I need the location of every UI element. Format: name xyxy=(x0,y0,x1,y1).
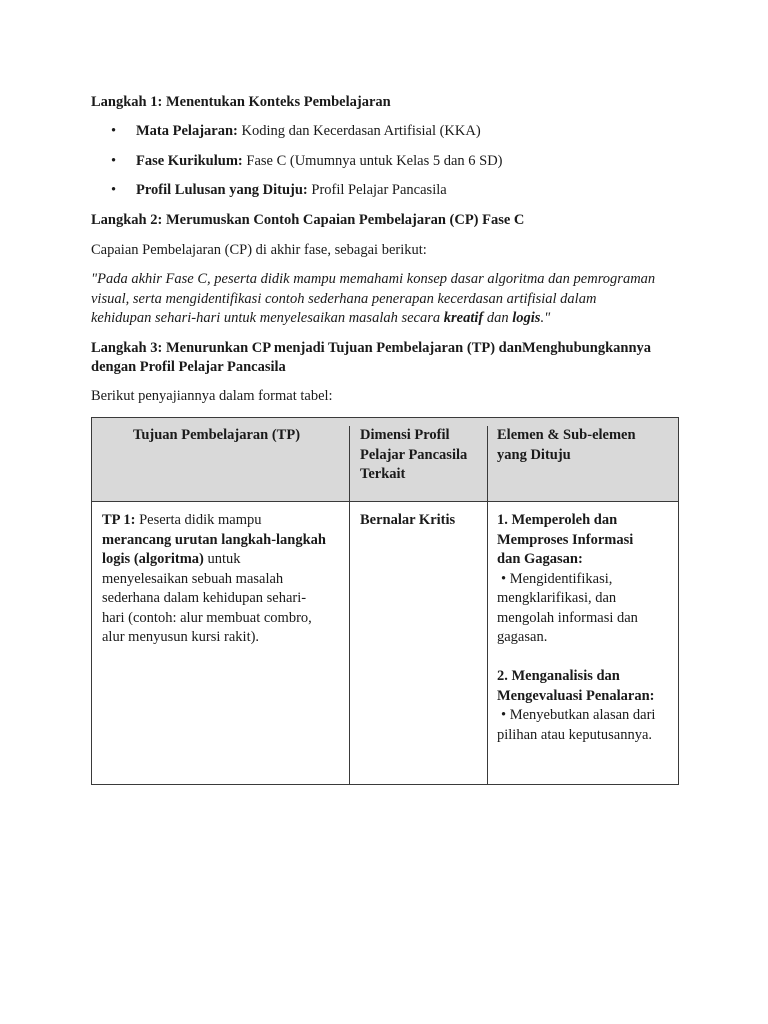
step3-heading-line1: Langkah 3: Menurunkan CP menjadi Tujuan Pembelajaran (TP) danMenghubungkannya xyxy=(91,340,652,356)
header-elements: Elemen & Sub-elemen yang Dituju xyxy=(497,427,636,463)
column-divider xyxy=(487,426,488,784)
cp-quote xyxy=(91,270,683,329)
bullet-dot-icon: • xyxy=(111,182,117,198)
step1-heading: Langkah 1: Menentukan Konteks Pembelajaran xyxy=(91,94,391,110)
bullet-value: Profil Pelajar Pancasila xyxy=(311,182,447,198)
bullet-dot-icon: • xyxy=(111,123,117,139)
emphasis-kreatif: kreatif xyxy=(443,310,484,326)
bullet-dot-icon: • xyxy=(111,153,117,169)
header-tp: Tujuan Pembelajaran (TP) xyxy=(133,427,301,443)
emphasis-logis: logis xyxy=(512,310,541,326)
cell-dimension: Bernalar Kritis xyxy=(360,512,456,528)
cell-elements: 1. Memperoleh dan Memproses Informasi dan Gagasan: • Mengidentifikasi, mengklarifikasi, dan mengolah informasi dan gagasan. 2. Menganalisis dan Mengevaluasi Penalaran: • Menyebutkan alasan dari pilihan atau keputusannya. xyxy=(497,512,656,743)
cp-quote-line: "Pada akhir Fase C, peserta didik mampu memahami konsep dasar algoritma dan pemrograman xyxy=(91,271,656,287)
tp-label: TP 1: xyxy=(102,512,136,528)
bullet-label: Mata Pelajaran: xyxy=(136,123,238,139)
bullet-label: Profil Lulusan yang Dituju: xyxy=(136,182,308,198)
step2-heading: Langkah 2: Merumuskan Contoh Capaian Pembelajaran (CP) Fase C xyxy=(91,212,525,228)
cell-tp1: TP 1: Peserta didik mampu merancang urutan langkah-langkah logis (algoritma) untuk menyelesaikan sebuah masalah sederhana dalam kehidupan sehari- hari (contoh: alur membuat combro, alur menyusun kursi rakit). xyxy=(102,512,326,645)
header-dimension: Dimensi Profil Pelajar Pancasila Terkait xyxy=(360,427,468,482)
cp-quote-line: visual, serta mengidentifikasi contoh sederhana penerapan kecerdasan artifisial dalam xyxy=(91,290,597,307)
step3-heading-line2: dengan Profil Pelajar Pancasila xyxy=(91,359,286,375)
step2-intro: Capaian Pembelajaran (CP) di akhir fase, sebagai berikut: xyxy=(91,242,427,258)
cp-quote-line: kehidupan sehari-hari untuk menyelesaikan masalah secara kreatif dan logis." xyxy=(91,310,551,326)
column-divider xyxy=(349,426,350,784)
step3-intro: Berikut penyajiannya dalam format tabel: xyxy=(91,388,333,404)
learning-objectives-table xyxy=(91,417,679,785)
bullet-value: Koding dan Kecerdasan Artifisial (KKA) xyxy=(241,123,481,139)
bullet-label: Fase Kurikulum: xyxy=(136,153,243,169)
bullet-value: Fase C (Umumnya untuk Kelas 5 dan 6 SD) xyxy=(246,153,503,169)
